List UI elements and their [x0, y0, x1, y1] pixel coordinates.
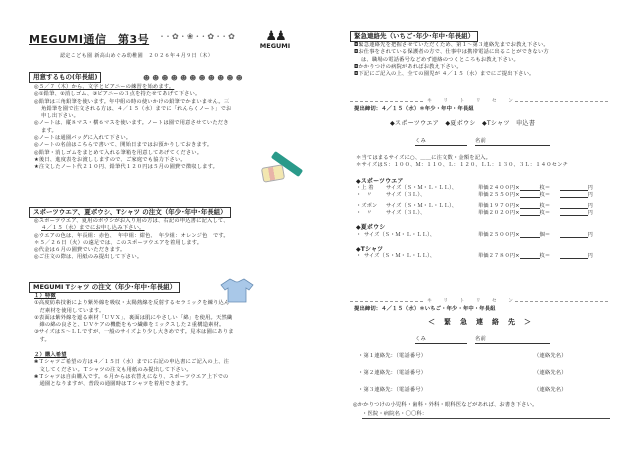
quantity-input[interactable] [520, 185, 540, 191]
contact-2-phone[interactable]: ・第２連絡先：（電話番号） [358, 370, 427, 376]
feature-line: ①高度紡糸技術により紫外線を吸収・太陽熱線を反射するセラミックを練り込ん [34, 300, 230, 307]
school-and-date: 認定こども園 新高山めぐみ幼稚園 ２０２６年４月９日（木） [60, 53, 214, 59]
newsletter-title: MEGUMI通信 第3号 [29, 33, 150, 46]
form1-notes [356, 155, 568, 170]
supplies-line: 後日、進度表をお渡ししますので、ご家庭でも協力下さい。 [38, 156, 186, 163]
supplies-line: 鉛筆は三角鉛筆を使います。年中組の時の使いかけの鉛筆でかまいません。三 [38, 98, 230, 105]
right-page [320, 0, 640, 453]
supplies-line: ①鉛筆、②消しゴム、③ピアニーの３点を持たせてあげて下さい。 [38, 91, 201, 98]
form1-name-field[interactable] [475, 138, 550, 146]
supplies-line: 鉛筆・消しゴムをまとめて入れる筆箱を用意してあげてください。 [38, 149, 203, 156]
form1-deadline: 提出締切：４／１５（水）＊年少・年中・年長組 [354, 106, 474, 112]
features-title: １）特徴 [34, 293, 56, 299]
order-row: ・ 〃 サイズ（３Ｌ）、 単価２０２０円× 枚＝ 円 [356, 210, 593, 217]
supplies-line: ノートは通園バッグに入れて下さい。 [38, 135, 132, 142]
quantity-input[interactable] [520, 192, 540, 198]
sportswear-line: ４／１５（水）までにお申し込み下さい。 [41, 225, 145, 232]
children-silhouette-icon: ♟♟ [265, 29, 285, 44]
amount-input[interactable] [560, 185, 588, 191]
tshirt-group-title: ◆Tシャツ [356, 245, 384, 253]
sportswear-heading: スポーツウエア、夏ボウシ、Tシャツ の注文（年少･年中･年長組） [29, 207, 231, 218]
amount-input[interactable] [560, 203, 588, 209]
amount-input[interactable] [560, 232, 588, 238]
class-label: くみ [415, 336, 467, 344]
amount-input[interactable] [560, 192, 588, 198]
supplies-line: 申し出下さい。 [41, 113, 80, 120]
sportswear-line: ５／２６日（火）の遠足では、このスポーツウエアを着用します。 [39, 239, 203, 246]
purchase-line: 通園となりますが、普段の通園時はＴシャツを着用できます。 [34, 381, 192, 388]
cut-line-label: キ リ ト リ セ ン [427, 98, 514, 104]
emergency-line: お仕事をされている保護者の方で、仕事中は携帯電話に出ることができない方 [358, 49, 549, 56]
tshirt-details [34, 293, 234, 389]
emergency-heading: 緊急連絡先（いちご･年少･年中･年長組） [350, 31, 478, 42]
contact-2-name[interactable]: （連絡先名） [534, 370, 567, 376]
flower-decoration-icon: ･･✿･❀･･✿･･✿ [160, 32, 237, 41]
doctor-field-label: ・医院・病院名・〇〇科： [362, 411, 428, 417]
quantity-input[interactable] [520, 203, 540, 209]
quantity-input[interactable] [520, 210, 540, 216]
emergency-line: かかりつけの病院があればお教え下さい。 [358, 63, 462, 70]
form2-name-field[interactable] [475, 336, 550, 344]
megumi-logo [258, 30, 292, 58]
supplies-list: ◎５／７（木）から、文字とピアニーの練習を始めます。 ◎①鉛筆、②消しゴム、③ピアニーの３点を持たせてあげて下さい。 ◎鉛筆は三角鉛筆を使います。年中組の時の使いかけの鉛筆でかまいません。三 角鉛筆を園で注文される方は、４／１５（水）までに「れんらくノート」でお 申し出下さい。 ◎ノートは、縦８マス・横６マスを使います。ノートは園で用意させていただき ます。 ◎ノートは通園バッグに入れて下さい。 ◎ノートの名前はこちらで書いて、開始日まではお預かりしておきます。 ◎鉛筆・消しゴムをまとめて入れる筆箱を用意してあげてください。 ★後日、進度表をお渡ししますので、ご家庭でも協力下さい。 ★注文したノート代２１０円、鉛筆代１２０円は５月の園費で徴収します。 [34, 84, 232, 171]
order-row: ・上 着 サイズ（Ｓ・Ｍ・Ｌ・ＬＬ）、 単価２４００円× 枚＝ 円 [356, 185, 593, 192]
form1-class-field[interactable] [415, 138, 467, 146]
purchase-line: 文してください。Ｔシャツの注文も用紙のみ提出して下さい。 [34, 366, 192, 373]
order-row: ・ サイズ（Ｓ・Ｍ・Ｌ・ＬＬ）、 単価２７８０円× 枚＝ 円 [356, 252, 593, 259]
order-row: ・ サイズ（Ｓ・Ｍ・Ｌ・ＬＬ）、 単価２５００円× 個＝ 円 [356, 231, 593, 238]
contact-1-name[interactable]: （連絡先名） [534, 353, 567, 359]
quantity-input[interactable] [520, 253, 540, 259]
hat-group-title: ◆夏ボウシ [356, 224, 386, 232]
children-faces-icon: ☻☻☻☻☻☻☻☻☻☻☻ [143, 74, 246, 82]
amount-input[interactable] [560, 210, 588, 216]
supplies-line: ノートは、縦８マス・横６マスを使います。ノートは園で用意させていただき [38, 120, 229, 127]
form2-title: ＜ 緊 急 連 絡 先 ＞ [428, 318, 532, 326]
feature-line: ②表面は紫外線を遮る素材「ＵＶＸ」、裏面は肌にやさしい「綿」を使用。天然繊 [34, 314, 233, 321]
supplies-line: 角鉛筆を園で注文される方は、４／１５（水）までに「れんらくノート」でお [41, 105, 232, 112]
emergency-line: は、職場の電話番号などめず連絡のつくところもお教え下さい。 [361, 56, 519, 63]
contact-3-name[interactable]: （連絡先名） [534, 387, 567, 393]
feature-line: だ素材を使用しています。 [34, 307, 105, 314]
eraser-icon [261, 164, 285, 183]
contact-3-phone[interactable]: ・第３連絡先：（電話番号） [358, 387, 427, 393]
order-row: ・ズボン サイズ（Ｓ・Ｍ・Ｌ・ＬＬ）、 単価１９７０円× 枚＝ 円 [356, 203, 593, 210]
class-label: くみ [415, 138, 467, 146]
doctor-field[interactable] [362, 411, 610, 419]
purchase-line: ❀Ｔシャツご希望の方は４／１５日（水）までに右記の申込書にご記入の上、注 [34, 359, 230, 366]
feature-line: す。 [34, 336, 50, 343]
sportswear-line: ウエアの色は、年長組：赤色、 年中組：紺色、 年少組：オレンジ色 です。 [38, 232, 229, 239]
purchase-title: ２）購入希望 [34, 352, 67, 359]
supplies-line: ます。 [41, 127, 57, 134]
supplies-line: ノートの名前はこちらで書いて、開始日まではお預かりしておきます。 [38, 142, 213, 149]
form2-deadline: 提出締切：４／１５（水）＊いちご・年少・年中・年長組 [354, 306, 496, 312]
sportswear-line: スポーツウエア、夏用のボウシがお入り用の方は、右記の申込書に記入して、 [38, 218, 229, 224]
purchase-line: ❀Ｔシャツは自由購入です。６月からは衣替えになり、スポーツウエア上下での [34, 373, 229, 380]
sportswear-line: 代金は６月の園費でいただきます。 [38, 247, 126, 254]
name-label: 名前 [475, 336, 550, 344]
sportswear-line: ご注文の際は、用紙のみ提出して下さい。 [38, 254, 143, 261]
supplies-line: 注文したノート代２１０円、鉛筆代１２０円は５月の園費で徴収します。 [38, 164, 219, 171]
feature-line: 維の綿の良さと、ＵＶケアの機能をもつ繊維をミックスした２重構造素材。 [34, 322, 225, 329]
feature-line: ③サイズはＳ～ＬＬですが、一般のサイズより少し大きめです。見本は園にありま [34, 329, 234, 336]
supplies-line: ５／７（木）から、文字とピアニーの練習を始めます。 [38, 84, 175, 90]
tshirt-heading: MEGUMI Tシャツ の注文（年少･年中･年長組） [29, 282, 180, 293]
order-form [356, 178, 616, 260]
quantity-input[interactable] [520, 232, 540, 238]
supplies-heading: 用意するもの(年長組) [29, 72, 101, 83]
form-note: ＊当てはまるサイズに○、＿＿に注文数・金額を記入。 [356, 155, 492, 161]
order-row: ・ 〃 サイズ（３Ｌ）、 単価２５５０円× 枚＝ 円 [356, 192, 593, 199]
name-label: 名前 [475, 138, 550, 146]
form1-title: ◆スポーツウエア ◆夏ボウシ ◆Tシャツ 申込書 [390, 120, 536, 127]
amount-input[interactable] [560, 253, 588, 259]
logo-text: MEGUMI [259, 42, 291, 50]
cut-line-label: キ リ ト リ セ ン [427, 298, 514, 304]
emergency-line: 下記にご記入の上、全ての園児が ４／１５（水）までにご提出下さい。 [358, 71, 535, 78]
form2-class-field[interactable] [415, 336, 467, 344]
emergency-line: 緊急連絡先を把握させていただくため、第１～第３連絡先までお教え下さい。 [358, 42, 549, 48]
sportswear-group-title: ◆スポーツウエア [356, 178, 404, 185]
emergency-instructions: ◘緊急連絡先を把握させていただくため、第１～第３連絡先までお教え下さい。 ◘お仕事をされている保護者の方で、仕事中は携帯電話に出ることができない方 は、職場の電話番号などめず連絡のつくところもお教え下さい。 ◘かかりつけの病院があればお教え下さい。 ◘下記にご記入の上、全ての園児が ４／１５（水）までにご提出下さい。 [354, 42, 549, 78]
contact-1-phone[interactable]: ・第１連絡先：（電話番号） [358, 353, 427, 359]
sportswear-list: ◎スポーツウエア、夏用のボウシがお入り用の方は、右記の申込書に記入して、 ４／１５（水）までにお申し込み下さい。 ◎ウエアの色は、年長組：赤色、 年中組：紺色、 年少組：オレンジ色 です。 ＊５／２６日（火）の遠足では、このスポーツウエアを着用します。 ◎代金は６月の園費でいただきます。 ◎ご注文の際は、用紙のみ提出して下さい。 [34, 218, 229, 261]
doctor-note: ◎かかりつけの小児科・歯科・外科・眼科医などがあれば、お書き下さい。 [353, 402, 538, 408]
form-note: ＊サイズはＳ：１００、Ｍ：１１０、Ｌ：１２０、ＬＬ：１３０、３Ｌ：１４０センチ [356, 162, 569, 169]
